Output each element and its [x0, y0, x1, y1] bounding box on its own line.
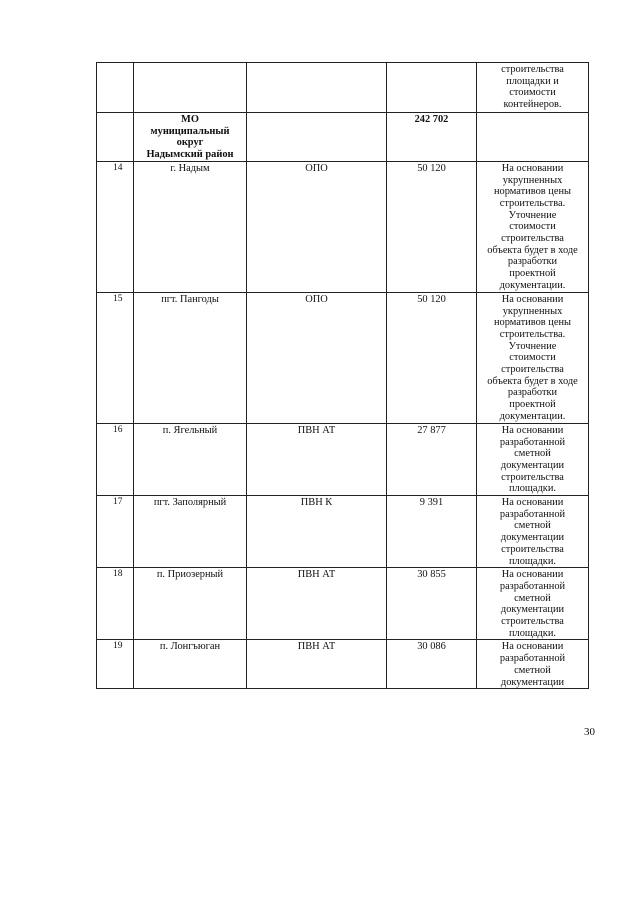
note-line: строительства	[501, 616, 564, 628]
row-number-cell	[97, 113, 134, 162]
table-row	[97, 423, 589, 495]
note-line: контейнеров.	[503, 99, 562, 111]
facility-type-cell: ПВН АТ	[247, 423, 387, 495]
district-total-row	[97, 113, 589, 162]
note-line: объекта будет в ходе	[487, 375, 578, 387]
note-line: укрупненных	[502, 305, 563, 317]
row-number-cell	[97, 63, 134, 113]
note-line: сметной	[514, 448, 551, 460]
note-line: площадки.	[508, 555, 557, 567]
note-line: стоимости	[509, 87, 556, 99]
note-cell	[477, 161, 589, 292]
note-cell	[477, 640, 589, 689]
facility-type-cell	[247, 113, 387, 162]
note-line: объекта будет в ходе	[487, 244, 578, 256]
continued-row	[97, 63, 589, 113]
note-line: строительства	[501, 543, 564, 555]
note-line: На основании	[501, 424, 564, 436]
row-number-cell: 19	[97, 640, 134, 689]
note-line: На основании	[501, 641, 564, 653]
cost-cell: 50 120	[387, 161, 477, 292]
note-line: строительства	[501, 364, 564, 376]
note-line: На основании	[501, 569, 564, 581]
note-line: На основании	[501, 293, 564, 305]
row-number-cell: 18	[97, 568, 134, 640]
note-line: разработанной	[499, 653, 566, 665]
table-row	[97, 568, 589, 640]
settlement-cell: пгт. Пангоды	[134, 292, 247, 423]
row-number-cell: 15	[97, 292, 134, 423]
settlement-cell: п. Ягельный	[134, 423, 247, 495]
note-line: строительства	[501, 471, 564, 483]
note-cell	[477, 113, 589, 162]
note-line: строительства.	[499, 197, 566, 209]
note-line: нормативов цены	[494, 186, 571, 198]
cost-cell: 9 391	[387, 496, 477, 568]
note-line: разработки	[507, 387, 558, 399]
table-body	[97, 63, 589, 689]
note-line: На основании	[501, 497, 564, 509]
note-line: документации	[500, 604, 565, 616]
note-line: строительства	[501, 64, 564, 75]
cost-table	[96, 62, 589, 689]
note-cell	[477, 63, 589, 113]
note-line: сметной	[514, 520, 551, 532]
note-line: разработанной	[499, 436, 566, 448]
note-line: стоимости	[509, 352, 556, 364]
table-row	[97, 161, 589, 292]
cost-cell: 30 855	[387, 568, 477, 640]
note-line: площадки и	[506, 75, 559, 87]
settlement-cell: г. Надым	[134, 161, 247, 292]
settlement-cell: п. Лонгъюган	[134, 640, 247, 689]
table-row	[97, 640, 589, 689]
note-cell	[477, 423, 589, 495]
cost-cell: 27 877	[387, 423, 477, 495]
district-name-cell	[134, 113, 247, 162]
cost-cell: 50 120	[387, 292, 477, 423]
note-line: документации	[500, 676, 565, 688]
cost-cell	[387, 63, 477, 113]
row-number-cell: 14	[97, 161, 134, 292]
note-line: сметной	[514, 664, 551, 676]
settlement-cell: пгт. Заполярный	[134, 496, 247, 568]
note-line: Уточнение	[508, 209, 557, 221]
table-row	[97, 292, 589, 423]
note-cell	[477, 292, 589, 423]
note-line: Уточнение	[508, 340, 557, 352]
cost-cell: 30 086	[387, 640, 477, 689]
facility-type-cell: ОПО	[247, 292, 387, 423]
settlement-cell	[134, 63, 247, 113]
row-number-cell: 17	[97, 496, 134, 568]
note-line: проектной	[509, 399, 556, 411]
table-row	[97, 496, 589, 568]
note-line: укрупненных	[502, 174, 563, 186]
facility-type-cell: ПВН АТ	[247, 640, 387, 689]
note-line: разработанной	[499, 508, 566, 520]
note-line: документации	[500, 459, 565, 471]
district-name-line: МО	[181, 114, 199, 125]
settlement-cell: п. Приозерный	[134, 568, 247, 640]
note-line: разработанной	[499, 580, 566, 592]
facility-type-cell: ОПО	[247, 161, 387, 292]
note-line: площадки.	[508, 483, 557, 495]
row-number-cell: 16	[97, 423, 134, 495]
note-line: документации	[500, 532, 565, 544]
note-line: строительства.	[499, 328, 566, 340]
note-line: разработки	[507, 256, 558, 268]
district-name-line: муниципальный	[150, 125, 230, 137]
note-line: нормативов цены	[494, 317, 571, 329]
note-cell	[477, 496, 589, 568]
note-line: проектной	[509, 268, 556, 280]
facility-type-cell	[247, 63, 387, 113]
facility-type-cell: ПВН К	[247, 496, 387, 568]
note-line: стоимости	[509, 221, 556, 233]
note-line: документации.	[499, 279, 566, 291]
note-line: площадки.	[508, 627, 557, 639]
district-name-line: округ	[176, 137, 204, 149]
page-number: 30	[584, 726, 595, 738]
note-line: строительства	[501, 233, 564, 245]
note-line: сметной	[514, 592, 551, 604]
note-cell	[477, 568, 589, 640]
facility-type-cell: ПВН АТ	[247, 568, 387, 640]
district-total-cost-cell: 242 702	[387, 113, 477, 162]
district-name-line: Надымский район	[146, 149, 234, 161]
note-line: На основании	[501, 162, 564, 174]
note-line: документации.	[499, 410, 566, 422]
